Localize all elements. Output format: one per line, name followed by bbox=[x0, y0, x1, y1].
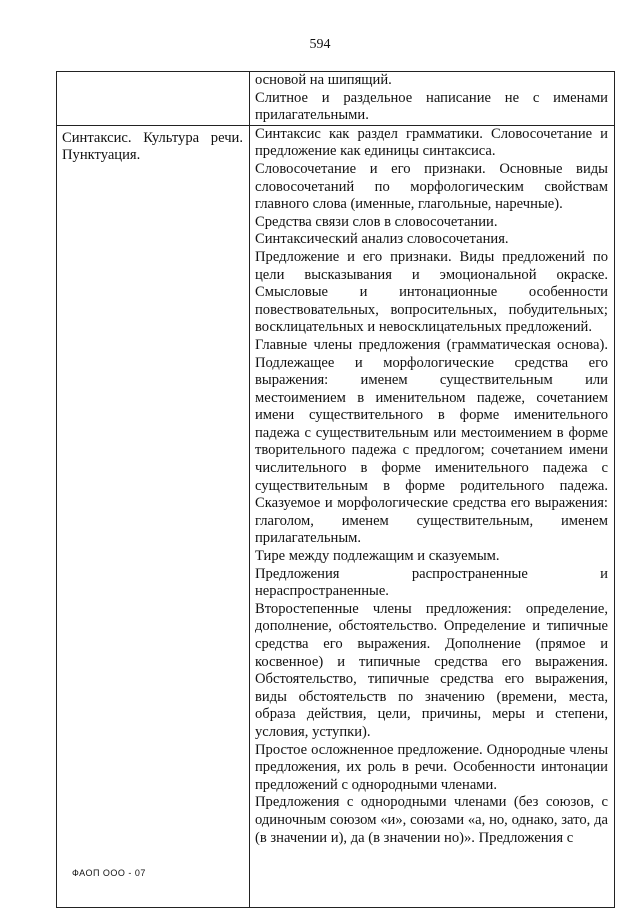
content-paragraph: Средства связи слов в словосочетании. bbox=[255, 213, 498, 230]
content-paragraph: Предложения с однородными членами (без союзов, с одиночным союзом «и», союзами «а, но, однако, зато, да (в значении и), да (в значении но)». Предложения с bbox=[255, 794, 608, 846]
content-paragraph: Второстепенные члены предложения: определение, дополнение, обстоятельство. Определение и типичные средства его выражения. Дополнение (прямое и косвенное) и типичные средства его выражения. Обстоятельство, типичные средства его выражения, виды обстоятельств по значению (времени, места, образа действия, цели, причины, меры и степени, условия, уступки). bbox=[255, 600, 608, 740]
content-paragraph: Синтаксис как раздел грамматики. Словосочетание и предложение как единицы синтаксиса. bbox=[255, 125, 608, 160]
content-paragraph: Главные члены предложения (грамматическая основа). Подлежащее и морфологические средства его выражения: именем существительным или местоимением в именительном падеже, сочетанием имени существительного в форме именительного падежа с существительным или местоимением в форме творительного падежа с предлогом; сочетанием имени числительного в форме именительного падежа с существительным в форме родительного падежа. Сказуемое и морфологические средства его выражения: глаголом, именем существительным, именем прилагательным. bbox=[255, 336, 608, 547]
content-paragraph: Предложение и его признаки. Виды предложений по цели высказывания и эмоциональной окраске. Смысловые и интонационные особенности повествовательных, вопросительных, побудительных; восклицательных и невосклицательных предложений. bbox=[255, 248, 608, 336]
content-paragraph: Предложения распространенные и нераспространенные. bbox=[255, 565, 608, 600]
content-paragraph: основой на шипящий. bbox=[255, 72, 392, 88]
topic-label: Синтаксис. Культура речи. Пунктуация. bbox=[62, 129, 243, 164]
content-cell bbox=[250, 72, 615, 126]
content-paragraph: Простое осложненное предложение. Однородные члены предложения, их роль в речи. Особенности интонации предложений с однородными членами. bbox=[255, 741, 608, 793]
content-paragraph: Слитное и раздельное написание не с именами прилагательными. bbox=[255, 89, 608, 124]
topic-cell bbox=[57, 72, 250, 126]
content-cell bbox=[250, 125, 615, 907]
curriculum-table bbox=[56, 71, 615, 908]
table-row bbox=[57, 125, 615, 907]
content-paragraph: Словосочетание и его признаки. Основные виды словосочетаний по морфологическим свойствам главного слова (именные, глагольные, наречные). bbox=[255, 160, 608, 213]
content-paragraph: Тире между подлежащим и сказуемым. bbox=[255, 548, 500, 565]
topic-cell bbox=[57, 125, 250, 907]
table-row bbox=[57, 72, 615, 126]
content-paragraph: Синтаксический анализ словосочетания. bbox=[255, 231, 509, 248]
page-number: 594 bbox=[309, 37, 331, 52]
footer-code: ФАОП ООО - 07 bbox=[72, 868, 146, 878]
